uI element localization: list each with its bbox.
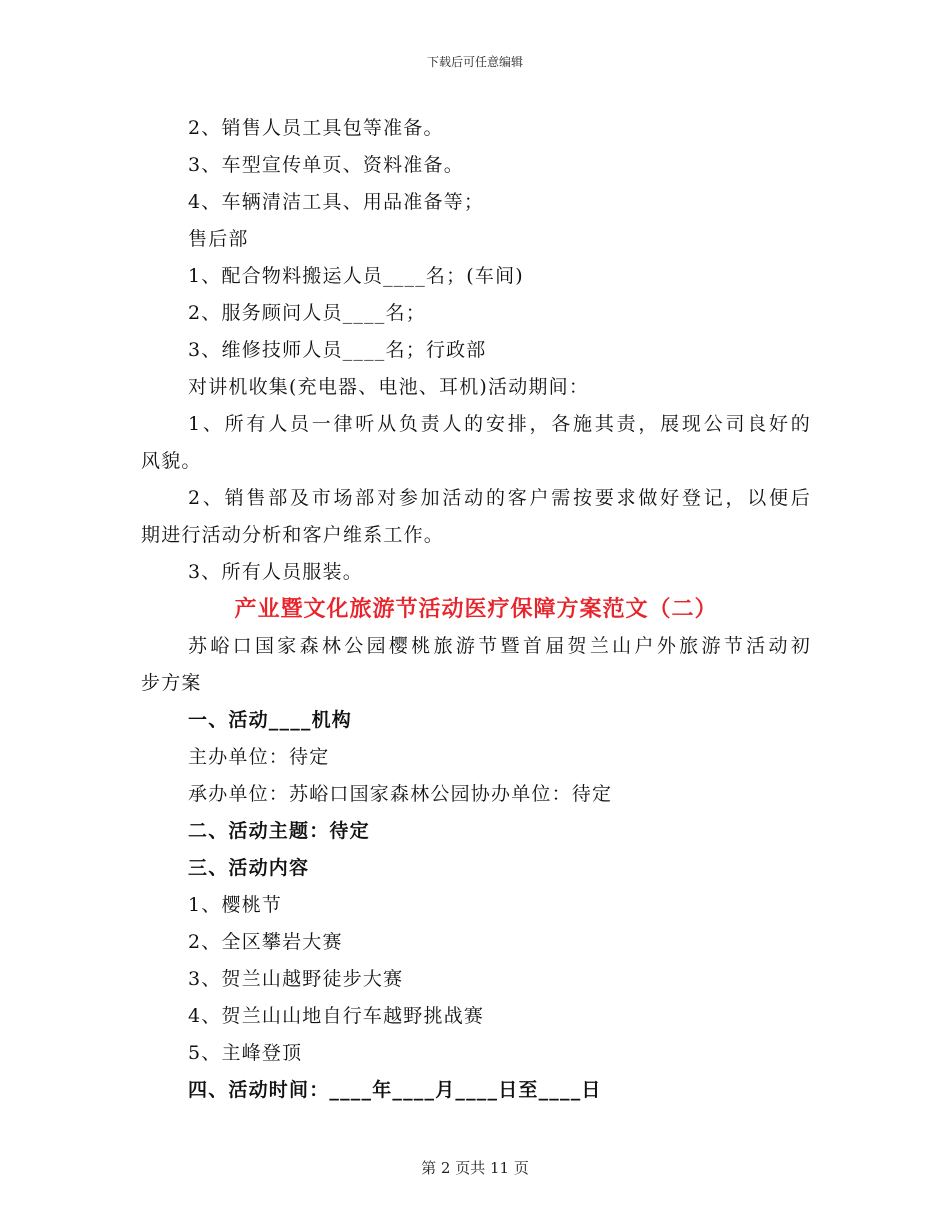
section-heading: 一、活动____机构: [188, 709, 353, 731]
list-item: 4、车辆清洁工具、用品准备等；: [188, 191, 485, 213]
paragraph-continuation: 期进行活动分析和客户维系工作。: [141, 524, 445, 546]
list-item: 2、全区攀岩大赛: [188, 931, 343, 953]
section-heading: 四、活动时间：____年____月____日至____日: [188, 1079, 602, 1101]
paragraph: 承办单位：苏峪口国家森林公园协办单位：待定: [188, 783, 613, 805]
section-heading: 三、活动内容: [188, 857, 310, 879]
list-item: 2、服务顾问人员____名；: [188, 302, 426, 324]
section-heading: 售后部: [188, 228, 249, 250]
list-item: 3、车型宣传单页、资料准备。: [188, 154, 464, 176]
list-item: 1、配合物料搬运人员____名；(车间): [188, 265, 524, 287]
list-item: 3、所有人员服装。: [188, 561, 363, 583]
document-body: [141, 110, 811, 1109]
paragraph: 苏峪口国家森林公园樱桃旅游节暨首届贺兰山户外旅游节活动初: [188, 635, 811, 657]
paragraph: 1、所有人员一律听从负责人的安排，各施其责，展现公司良好的: [188, 413, 811, 435]
list-item: 1、樱桃节: [188, 894, 283, 916]
paragraph: 2、销售部及市场部对参加活动的客户需按要求做好登记，以便后: [188, 487, 811, 509]
list-item: 5、主峰登顶: [188, 1042, 303, 1064]
paragraph: 对讲机收集(充电器、电池、耳机)活动期间：: [188, 376, 590, 398]
page-footer: 第 2 页共 11 页: [421, 1159, 529, 1177]
paragraph-continuation: 步方案: [141, 672, 202, 694]
list-item: 4、贺兰山山地自行车越野挑战赛: [188, 1005, 485, 1027]
list-item: 2、销售人员工具包等准备。: [188, 117, 444, 139]
section-heading: 二、活动主题：待定: [188, 820, 370, 842]
list-item: 3、维修技师人员____名；行政部: [188, 339, 487, 361]
page-header: 下载后可任意编辑: [426, 55, 523, 69]
paragraph: 主办单位：待定: [188, 746, 330, 768]
document-title: 产业暨文化旅游节活动医疗保障方案范文（二）: [234, 596, 718, 622]
paragraph-continuation: 风貌。: [141, 450, 202, 472]
list-item: 3、贺兰山越野徒步大赛: [188, 968, 404, 990]
